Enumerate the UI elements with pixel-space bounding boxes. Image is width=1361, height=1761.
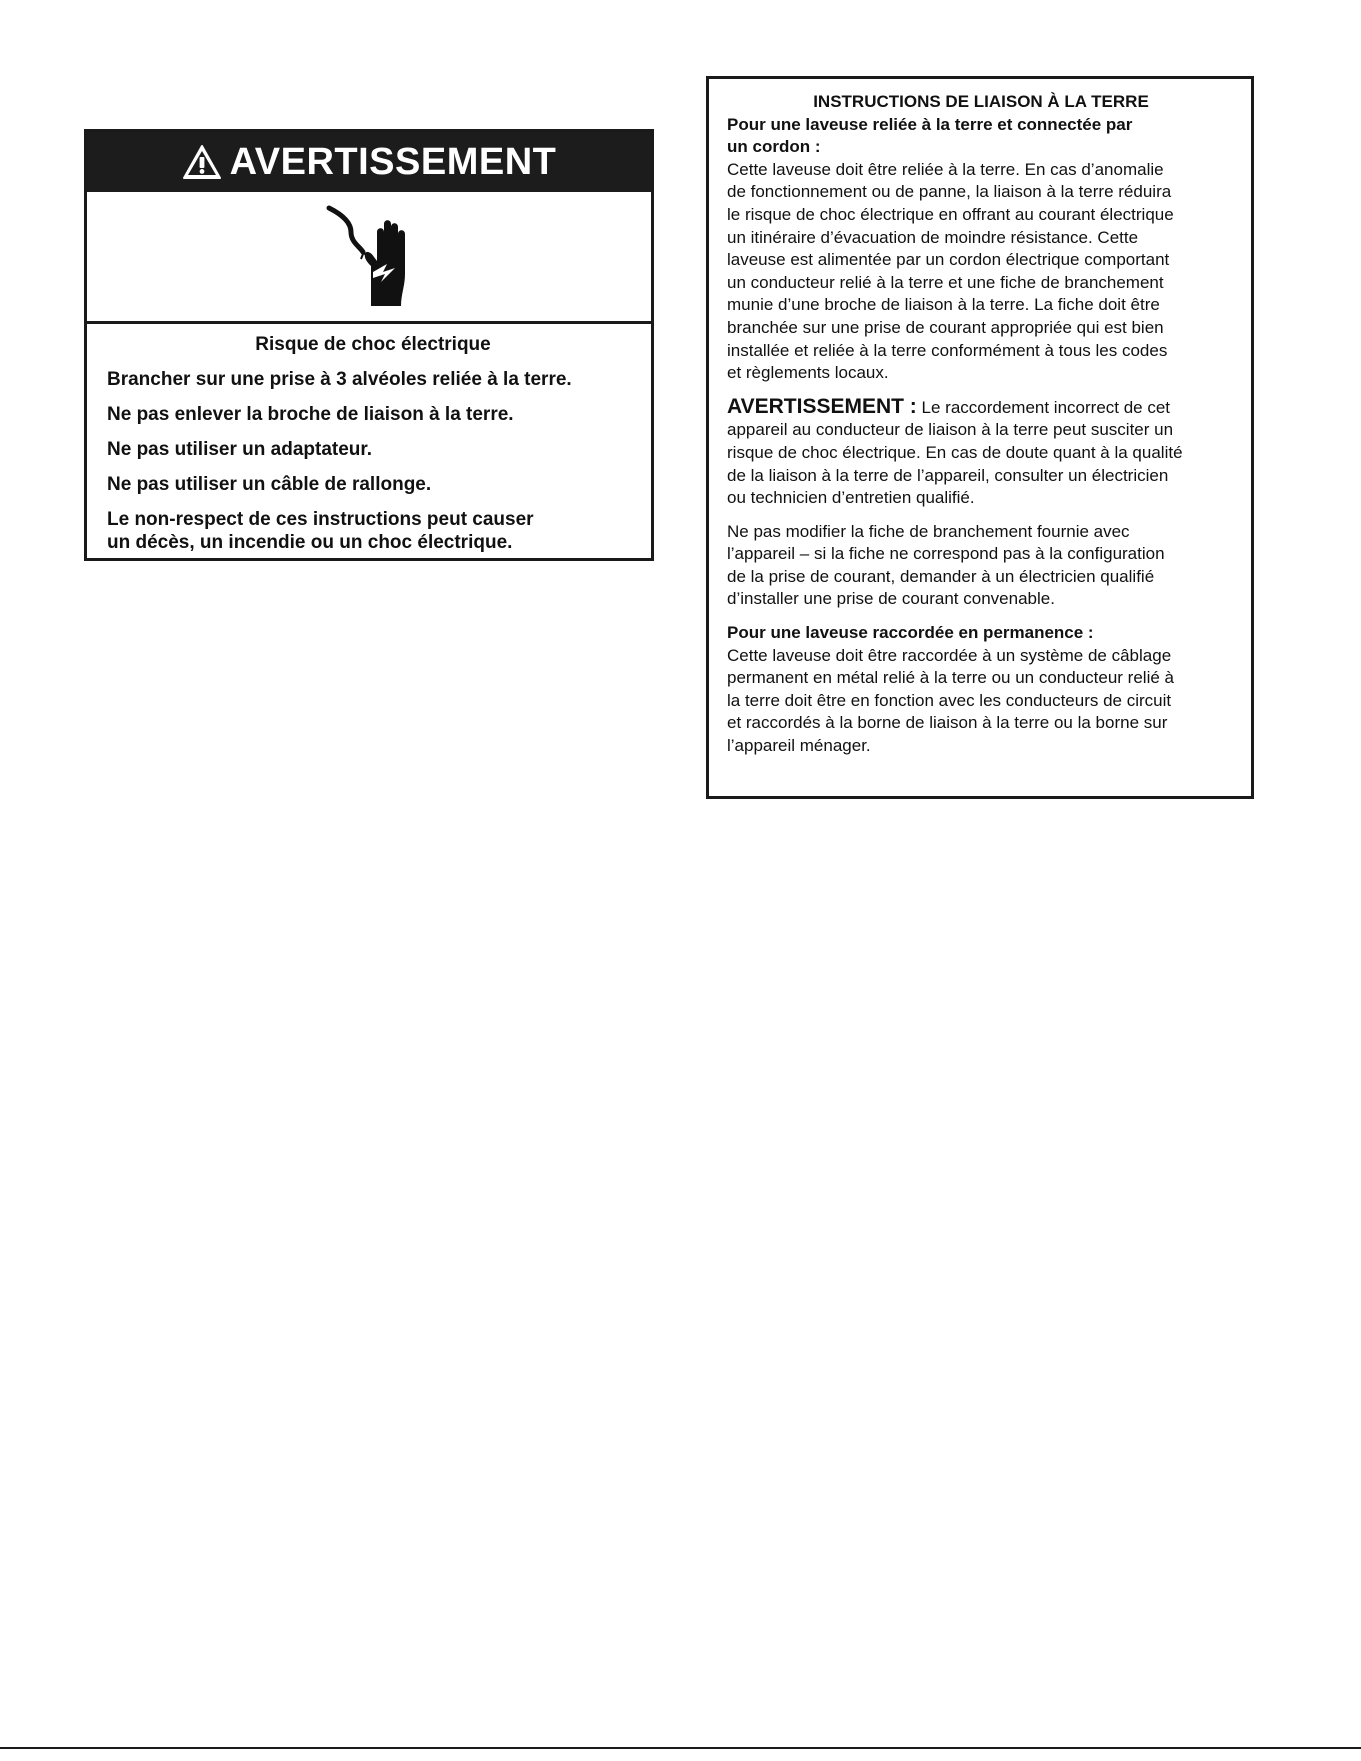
text-line: et raccordés à la borne de liaison à la terre ou la borne sur (727, 713, 1168, 733)
text-line: ou technicien d’entretien qualifié. (727, 488, 975, 508)
warning-subtitle: Risque de choc électrique (255, 334, 491, 355)
text-line: l’appareil – si la fiche ne correspond pas à la configuration (727, 544, 1165, 564)
grounding-warning-label: AVERTISSEMENT : (727, 394, 917, 418)
warning-line: Ne pas enlever la broche de liaison à la terre. (107, 404, 514, 425)
warning-header (87, 132, 651, 192)
text-line: Le raccordement incorrect de cet (916, 397, 1171, 417)
electric-shock-hand-icon (321, 202, 417, 312)
warning-header-label: AVERTISSEMENT (229, 140, 557, 183)
grounding-warning-paragraph (727, 396, 1235, 510)
text-line: laveuse est alimentée par un cordon électrique comportant (727, 250, 1170, 270)
grounding-instructions-box (706, 76, 1254, 799)
corded-heading-line: Pour une laveuse reliée à la terre et connectée par (727, 114, 1133, 134)
corded-washer-heading (727, 114, 1235, 159)
plug-modification-paragraph (727, 521, 1235, 611)
text-line: d’installer une prise de courant convenable. (727, 589, 1055, 609)
text-line: permanent en métal relié à la terre ou un conducteur relié à (727, 668, 1174, 688)
text-line: de la liaison à la terre de l’appareil, consulter un électricien (727, 465, 1169, 485)
text-line: de la prise de courant, demander à un électricien qualifié (727, 566, 1155, 586)
electric-shock-warning-box (84, 129, 654, 561)
warning-consequence-line: Le non-respect de ces instructions peut causer (107, 509, 534, 530)
page-bottom-rule (0, 1747, 1361, 1749)
warning-line: Brancher sur une prise à 3 alvéoles reliée à la terre. (107, 369, 572, 390)
text-line: de fonctionnement ou de panne, la liaison à la terre réduira (727, 182, 1172, 202)
text-line: installée et reliée à la terre conformément à tous les codes (727, 340, 1168, 360)
text-line: l’appareil ménager. (727, 736, 871, 756)
text-line: et règlements locaux. (727, 363, 889, 383)
text-line: risque de choc électrique. En cas de doute quant à la qualité (727, 442, 1183, 462)
text-line: appareil au conducteur de liaison à la terre peut susciter un (727, 420, 1174, 440)
warning-text-area (87, 324, 651, 554)
text-line: Ne pas modifier la fiche de branchement fournie avec (727, 521, 1130, 541)
grounding-title: INSTRUCTIONS DE LIAISON À LA TERRE (813, 92, 1149, 111)
warning-line: Ne pas utiliser un câble de rallonge. (107, 474, 432, 495)
text-line: un conducteur relié à la terre et une fiche de branchement (727, 272, 1164, 292)
warning-consequence-line: un décès, un incendie ou un choc électrique. (107, 532, 513, 553)
warning-triangle-icon (182, 144, 222, 180)
text-line: la terre doit être en fonction avec les conducteurs de circuit (727, 690, 1172, 710)
text-line: le risque de choc électrique en offrant au courant électrique (727, 204, 1174, 224)
text-line: un itinéraire d’évacuation de moindre résistance. Cette (727, 227, 1139, 247)
corded-washer-text (727, 159, 1235, 385)
permanent-washer-text (727, 645, 1235, 758)
text-line: Cette laveuse doit être reliée à la terre. En cas d’anomalie (727, 159, 1164, 179)
text-line: munie d’une broche de liaison à la terre. La fiche doit être (727, 295, 1160, 315)
permanent-washer-heading: Pour une laveuse raccordée en permanence : (727, 623, 1094, 643)
warning-line: Ne pas utiliser un adaptateur. (107, 439, 373, 460)
text-line: Cette laveuse doit être raccordée à un système de câblage (727, 645, 1172, 665)
warning-consequence (107, 508, 639, 554)
hazard-symbol-area (87, 192, 651, 324)
text-line: branchée sur une prise de courant appropriée qui est bien (727, 317, 1164, 337)
corded-heading-line: un cordon : (727, 137, 821, 157)
